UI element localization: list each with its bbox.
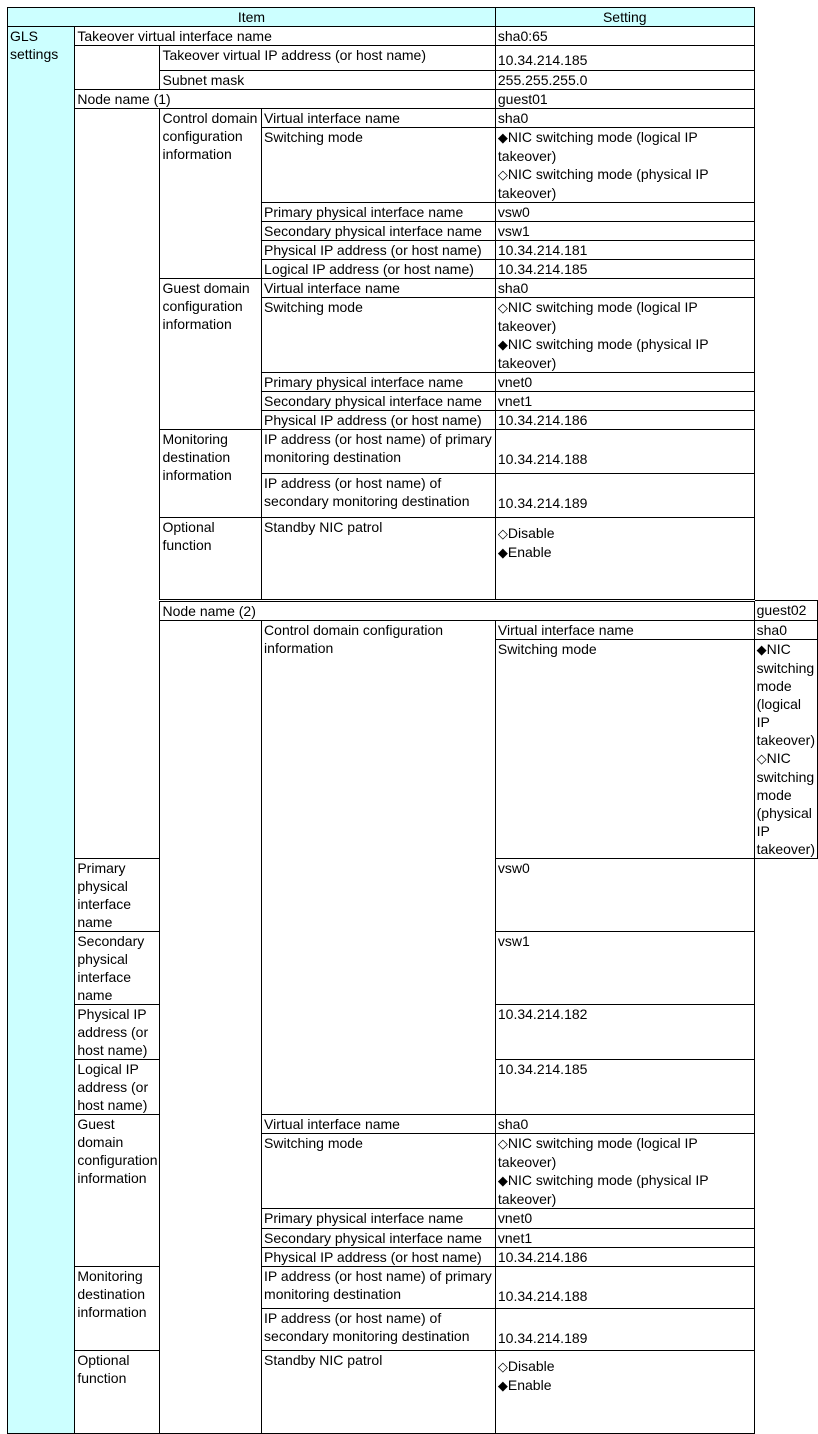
- node2-guest-mode-logical-option-text: NIC switching mode (logical IP takeover): [497, 1135, 698, 1170]
- node2-standby-patrol-value: [495, 1351, 754, 1434]
- node1-guest-mode-logical-option-text: NIC switching mode (logical IP takeover): [497, 299, 698, 334]
- node1-control-mode-logical-option-symbol: ◆: [497, 130, 508, 145]
- node2-control-mode-physical-option-symbol: ◇: [756, 751, 767, 766]
- node2-guest-primary-if-label: Primary physical interface name: [262, 1209, 496, 1229]
- node2-optional-label: Optional function: [75, 1351, 160, 1434]
- node2-guest-vif-value: sha0: [495, 1115, 754, 1134]
- node2-control-mode-logical-option: [757, 640, 815, 749]
- node2-control-domain-label: Control domain configuration information: [262, 621, 496, 1115]
- node1-patrol-enable-option-text: Enable: [507, 544, 552, 560]
- node1-guest-physical-ip-value: 10.34.214.186: [495, 411, 754, 430]
- node2-control-secondary-if-label: Secondary physical interface name: [75, 932, 160, 1005]
- node1-guest-secondary-if-label: Secondary physical interface name: [262, 392, 496, 411]
- takeover-ip-label: Takeover virtual IP address (or host name): [160, 46, 495, 71]
- node1-control-secondary-if-label: Secondary physical interface name: [262, 222, 496, 241]
- node2-primary-mon-label: IP address (or host name) of primary monitoring destination: [262, 1267, 496, 1309]
- node1-guest-mode-physical-option: [498, 335, 752, 372]
- node2-guest-primary-if-value: vnet0: [495, 1209, 754, 1229]
- node2-control-mode-physical-option: [757, 749, 815, 858]
- node2-control-vif-value: sha0: [754, 621, 817, 640]
- node1-control-primary-if-label: Primary physical interface name: [262, 203, 496, 222]
- node2-name-value: guest02: [754, 601, 817, 621]
- node2-guest-secondary-if-label: Secondary physical interface name: [262, 1229, 496, 1248]
- node1-primary-mon-value: 10.34.214.188: [495, 430, 754, 474]
- node2-guest-vif-label: Virtual interface name: [262, 1115, 496, 1134]
- node1-indent: [75, 109, 160, 859]
- node2-guest-physical-ip-value: 10.34.214.186: [495, 1248, 754, 1267]
- takeover-ip-value: 10.34.214.185: [495, 46, 754, 71]
- node1-guest-secondary-if-value: vnet1: [495, 392, 754, 411]
- node1-guest-domain-label: Guest domain configuration information: [160, 279, 262, 430]
- node2-control-physical-ip-label: Physical IP address (or host name): [75, 1005, 160, 1060]
- node1-monitoring-label: Monitoring destination information: [160, 430, 262, 518]
- node1-guest-primary-if-value: vnet0: [495, 373, 754, 392]
- node2-patrol-disable-option-text: Disable: [507, 1358, 555, 1374]
- node2-patrol-enable-option: [498, 1376, 752, 1395]
- node2-guest-physical-ip-label: Physical IP address (or host name): [262, 1248, 496, 1267]
- node2-patrol-enable-option-symbol: ◆: [497, 1378, 508, 1393]
- node1-control-logical-ip-label: Logical IP address (or host name): [262, 260, 496, 279]
- node1-secondary-mon-label: IP address (or host name) of secondary monitoring destination: [262, 474, 496, 518]
- node1-control-secondary-if-value: vsw1: [495, 222, 754, 241]
- node2-control-physical-ip-value: 10.34.214.182: [495, 1005, 754, 1060]
- node2-guest-mode-physical-option: [498, 1171, 752, 1208]
- node1-guest-mode-logical-option-symbol: ◇: [497, 300, 508, 315]
- node1-control-mode-physical-option: [498, 165, 752, 202]
- node2-patrol-disable-option: [498, 1357, 752, 1376]
- node1-standby-patrol-value: [495, 518, 754, 601]
- node2-control-logical-ip-value: 10.34.214.185: [495, 1060, 754, 1115]
- takeover-if-value: sha0:65: [495, 27, 754, 46]
- node2-guest-mode-logical-option-symbol: ◇: [497, 1136, 508, 1151]
- node1-patrol-disable-option-symbol: ◇: [497, 526, 508, 541]
- node1-guest-vif-label: Virtual interface name: [262, 279, 496, 298]
- node1-guest-mode-physical-option-symbol: ◆: [497, 337, 508, 352]
- node2-secondary-mon-value: 10.34.214.189: [495, 1309, 754, 1351]
- node1-control-mode-label: Switching mode: [262, 128, 496, 203]
- node1-control-mode-physical-option-symbol: ◇: [497, 167, 508, 182]
- node2-guest-domain-label: Guest domain configuration information: [75, 1115, 160, 1267]
- takeover-if-label: Takeover virtual interface name: [75, 27, 496, 46]
- node2-control-secondary-if-value: vsw1: [495, 932, 754, 1005]
- node1-guest-mode-label: Switching mode: [262, 298, 496, 373]
- item-column-header: Item: [8, 8, 496, 27]
- node1-name-value: guest01: [495, 90, 754, 109]
- node1-control-mode-logical-option: [498, 128, 752, 165]
- node2-guest-mode-logical-option: [498, 1134, 752, 1171]
- node2-patrol-enable-option-text: Enable: [507, 1377, 552, 1393]
- node2-patrol-disable-option-symbol: ◇: [497, 1359, 508, 1374]
- node1-control-primary-if-value: vsw0: [495, 203, 754, 222]
- node2-monitoring-label: Monitoring destination information: [75, 1267, 160, 1351]
- node2-control-vif-label: Virtual interface name: [495, 621, 754, 640]
- node1-guest-primary-if-label: Primary physical interface name: [262, 373, 496, 392]
- node1-patrol-enable-option: [498, 543, 752, 562]
- node2-control-mode-logical-option-text: NIC switching mode (logical IP takeover): [756, 641, 815, 748]
- node2-label: Node name (2): [160, 601, 754, 621]
- node1-guest-mode-logical-option: [498, 298, 752, 335]
- gls-settings-label: GLS settings: [8, 27, 75, 1434]
- node2-indent: [160, 621, 262, 1434]
- node1-control-mode-physical-option-text: NIC switching mode (physical IP takeover): [497, 166, 709, 201]
- node2-control-primary-if-label: Primary physical interface name: [75, 859, 160, 932]
- node2-guest-secondary-if-value: vnet1: [495, 1229, 754, 1248]
- node2-control-primary-if-value: vsw0: [495, 859, 754, 932]
- subnet-mask-value: 255.255.255.0: [495, 71, 754, 90]
- node1-control-physical-ip-value: 10.34.214.181: [495, 241, 754, 260]
- node2-standby-patrol-label: Standby NIC patrol: [262, 1351, 496, 1434]
- node1-primary-mon-label: IP address (or host name) of primary monitoring destination: [262, 430, 496, 474]
- node1-control-physical-ip-label: Physical IP address (or host name): [262, 241, 496, 260]
- node1-patrol-disable-option-text: Disable: [507, 525, 555, 541]
- node1-guest-mode-physical-option-text: NIC switching mode (physical IP takeover): [497, 336, 709, 371]
- node1-control-logical-ip-value: 10.34.214.185: [495, 260, 754, 279]
- node1-guest-vif-value: sha0: [495, 279, 754, 298]
- node1-patrol-disable-option: [498, 524, 752, 543]
- node2-control-mode-physical-option-text: NIC switching mode (physical IP takeover): [756, 750, 815, 857]
- node1-control-switching-mode-value: [495, 128, 754, 203]
- setting-column-header: Setting: [495, 8, 754, 27]
- node2-guest-mode-label: Switching mode: [262, 1134, 496, 1209]
- node1-guest-switching-mode-value: [495, 298, 754, 373]
- node2-guest-mode-physical-option-text: NIC switching mode (physical IP takeover): [497, 1172, 709, 1207]
- node1-control-vif-label: Virtual interface name: [262, 109, 496, 128]
- node1-secondary-mon-value: 10.34.214.189: [495, 474, 754, 518]
- node2-primary-mon-value: 10.34.214.188: [495, 1267, 754, 1309]
- node2-guest-switching-mode-value: [495, 1134, 754, 1209]
- node1-patrol-enable-option-symbol: ◆: [497, 545, 508, 560]
- node2-secondary-mon-label: IP address (or host name) of secondary monitoring destination: [262, 1309, 496, 1351]
- node1-label: Node name (1): [75, 90, 496, 109]
- node1-standby-patrol-label: Standby NIC patrol: [262, 518, 496, 601]
- node2-control-logical-ip-label: Logical IP address (or host name): [75, 1060, 160, 1115]
- node1-control-mode-logical-option-text: NIC switching mode (logical IP takeover): [497, 129, 698, 164]
- node2-control-mode-label: Switching mode: [495, 640, 754, 859]
- node2-control-mode-logical-option-symbol: ◆: [756, 642, 767, 657]
- node1-optional-label: Optional function: [160, 518, 262, 601]
- subnet-mask-label: Subnet mask: [160, 71, 495, 90]
- takeover-indent: [75, 46, 160, 90]
- gls-settings-table: [7, 7, 818, 1434]
- node1-guest-physical-ip-label: Physical IP address (or host name): [262, 411, 496, 430]
- node1-control-domain-label: Control domain configuration information: [160, 109, 262, 279]
- node2-guest-mode-physical-option-symbol: ◆: [497, 1173, 508, 1188]
- node1-control-vif-value: sha0: [495, 109, 754, 128]
- node2-control-switching-mode-value: [754, 640, 817, 859]
